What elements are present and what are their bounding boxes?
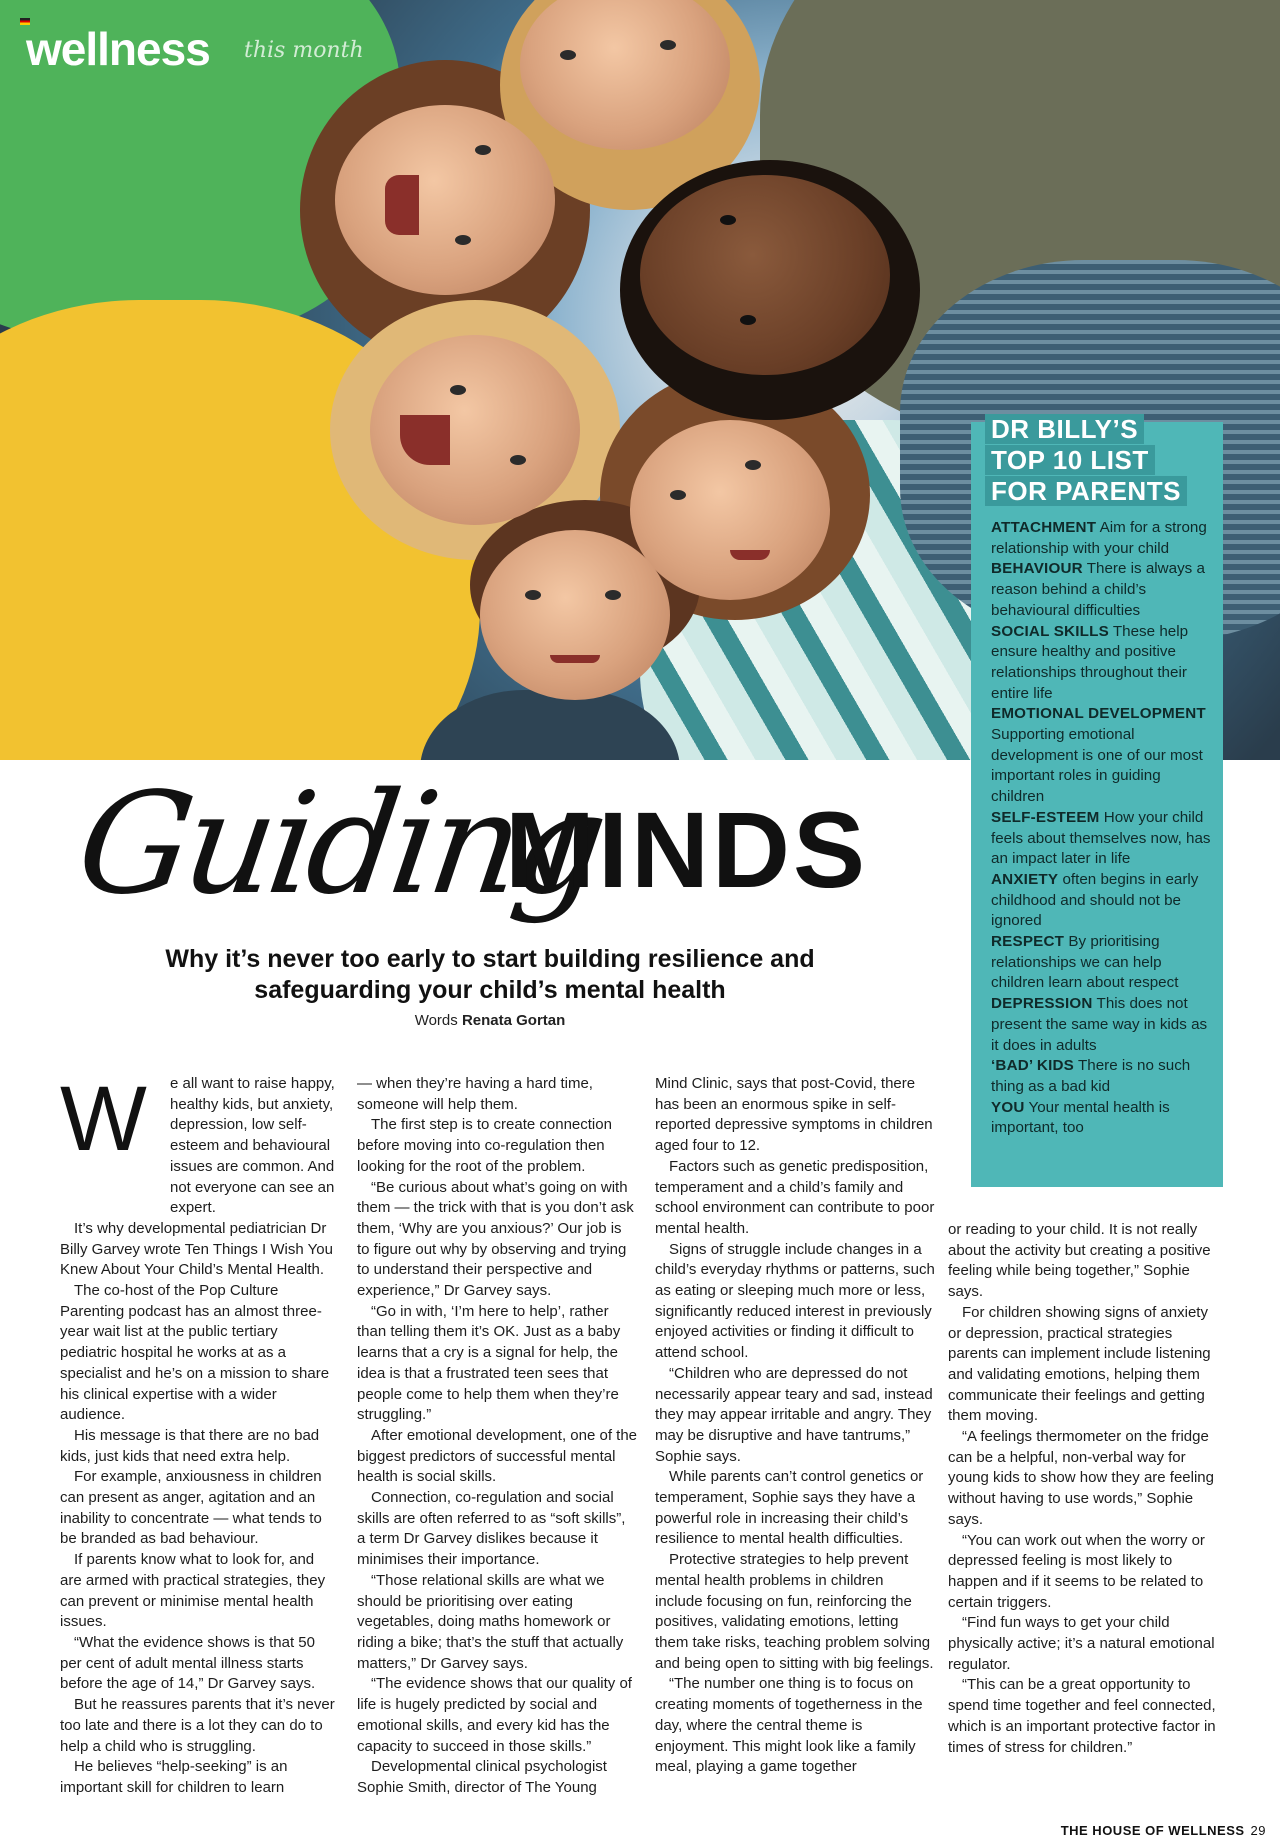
masthead-subtitle: this month [244,38,364,63]
paragraph: “The evidence shows that our quality of life is hugely predicted by social and emotional skills, and every kid has the capacity to succeed in those skills.” [357,1675,632,1755]
tip-text: These help ensure healthy and positive relationships throughout their entire life [991,622,1189,702]
tip-term: YOU [991,1098,1025,1116]
tip-term: RESPECT [991,933,1065,951]
dropcap: W [60,1068,147,1170]
paragraph: Signs of struggle include changes in a child’s everyday rhythms or patterns, such as eating or sleeping much more or less, significantly reduced interest in previously enjoyed activities or finding it difficult to attend school. [655,1240,935,1362]
paragraph: “This can be a great opportunity to spend time together and feel connected, which is an important protective factor in times of stress for children.” [948,1676,1216,1756]
masthead-title: wellness [26,23,210,75]
byline [390,1012,590,1029]
child-face [335,105,555,295]
byline-author: Renata Gortan [461,1012,566,1029]
tip-item [991,704,1213,808]
paragraph: After emotional development, one of the biggest predictors of successful mental health is social skills. [357,1426,638,1486]
tip-item [991,932,1213,994]
paragraph: “Find fun ways to get your child physically active; it’s a natural emotional regulator. [948,1614,1215,1673]
paragraph: His message is that there are no bad kids, just kids that need extra help. [60,1426,320,1465]
headline-script: Guiding [68,763,611,926]
child-face [640,175,890,375]
article-column-1 [60,1068,336,1799]
publication-name: THE HOUSE OF WELLNESS [1060,1823,1245,1838]
paragraph: “Children who are depressed do not necessarily appear teary and sad, instead they may appear irritable and angry. They may be disruptive and have tantrums,” Sophie says. [655,1364,933,1465]
article-column-4 [948,1220,1216,1758]
paragraph: Connection, co-regulation and social skills are often referred to as “soft skills”, a term Dr Garvey dislikes because it minimises their importance. [357,1489,626,1569]
paragraph: He believes “help-seeking” is an important skill for children to learn [60,1758,288,1796]
sidebar-title [985,414,1215,507]
paragraph: “The number one thing is to focus on creating moments of togetherness in the day, where the central theme is enjoyment. This might look like a family meal, playing a game together [655,1675,923,1776]
paragraph: The co-host of the Pop Culture Parenting podcast has an almost three-year wait list at the public tertiary pediatric hospital he works at as a specialist and he’s on a mission to share his clinical expertise with a wider audience. [60,1282,330,1424]
tip-term: SELF-ESTEEM [991,808,1100,826]
paragraph: “You can work out when the worry or depressed feeling is most likely to happen and if it seems to be related to certain triggers. [948,1531,1205,1611]
paragraph: “A feelings thermometer on the fridge can be a helpful, non-verbal way for young kids to show how they are feeling without having to use words,” Sophie says. [948,1428,1214,1528]
tip-text: Supporting emotional development is one of our most important roles in guiding children [991,726,1203,806]
sidebar-title-line: FOR PARENTS [985,476,1187,506]
tip-term: ANXIETY [991,870,1059,888]
article-column-3 [655,1074,935,1778]
tip-item [991,870,1213,932]
paragraph: But he reassures parents that it’s never too late and there is a lot they can do to help a child who is struggling. [60,1696,335,1755]
paragraph: “Be curious about what’s going on with them — the trick with that is you don’t ask them, ‘Why are you anxious?’ Our job is to figure out why by observing and trying to understand their perspective and experience,” Dr Garvey says. [357,1178,634,1300]
paragraph: “Go in with, ‘I’m here to help’, rather than telling them it’s OK. Just as a baby learns that a cry is a signal for help, the idea is that a frustrated teen sees that people come to help them when they’re struggling.” [357,1302,621,1424]
paragraph: It’s why developmental pediatrician Dr Billy Garvey wrote Ten Things I Wish You Knew About Your Child’s Mental Health. [60,1219,333,1279]
tip-term: BEHAVIOUR [991,560,1083,578]
paragraph: “What the evidence shows is that 50 per cent of adult mental illness starts before the age of 14,” Dr Garvey says. [60,1633,316,1693]
paragraph: For children showing signs of anxiety or depression, practical strategies parents can implement include listening and validating emotions, helping them communicate their feelings and getting them moving. [948,1303,1211,1425]
paragraph: Developmental clinical psychologist Sophie Smith, director of The Young [357,1758,607,1796]
tip-item [991,622,1213,705]
child-face [480,530,670,700]
tip-item [991,808,1213,870]
article-column-2 [357,1074,637,1799]
tip-text: How your child feels about themselves now, has an impact later in life [991,808,1211,868]
paragraph: The first step is to create connection before moving into co-regulation then looking for the root of the problem. [357,1116,612,1175]
child-face [370,335,580,525]
tips-list [991,518,1213,1139]
paragraph: e all want to raise happy, healthy kids, but anxiety, depression, low self-esteem and behavioural issues are common. And not everyone can see an expert. [170,1075,335,1217]
paragraph: or reading to your child. It is not really about the activity but creating a positive feeling while being together,” Sophie says. [948,1221,1211,1301]
tip-item [991,1098,1213,1139]
paragraph: While parents can’t control genetics or temperament, Sophie says they have a powerful role in increasing their child’s resilience to mental health difficulties. [655,1468,924,1548]
tip-item [991,559,1213,621]
tip-item [991,994,1213,1056]
tip-text: There is no such thing as a bad kid [991,1057,1191,1095]
paragraph: If parents know what to look for, and are armed with practical strategies, they can prevent or minimise mental health issues. [60,1551,326,1631]
tip-text: Aim for a strong relationship with your child [991,519,1207,557]
tip-term: SOCIAL SKILLS [991,622,1109,640]
sidebar-title-line: DR BILLY’S [985,414,1144,444]
paragraph: Protective strategies to help prevent mental health problems in children include focusing on fun, reinforcing the positives, validating emotions, letting them take risks, teaching problem solving and being open to sitting with big feelings. [655,1551,934,1672]
standfirst: Why it’s never too early to start building resilience and safeguarding your child’s mental health [165,945,815,1004]
child-face [630,420,830,600]
paragraph: Mind Clinic, says that post-Covid, there has been an enormous spike in self-reported depressive symptoms in children aged four to 12. [655,1075,933,1155]
headline-main: MINDS [505,789,868,910]
tip-item [991,518,1213,559]
paragraph: Factors such as genetic predisposition, temperament and a child’s family and school environment can contribute to poor mental health. [655,1157,935,1237]
tip-text: Your mental health is important, too [991,1098,1170,1137]
tip-term: EMOTIONAL DEVELOPMENT [991,705,1206,723]
tip-text: often begins in early childhood and should not be ignored [991,870,1199,930]
tip-text: There is always a reason behind a child’s behavioural difficulties [991,560,1205,619]
sidebar-title-line: TOP 10 LIST [985,445,1155,475]
paragraph: For example, anxiousness in children can present as anger, agitation and an inability to concentrate — what tends to be branded as bad behaviour. [60,1468,322,1548]
tip-term: ATTACHMENT [991,519,1097,536]
tip-term: DEPRESSION [991,995,1093,1013]
byline-prefix: Words [414,1012,458,1029]
page-footer [1061,1823,1266,1838]
tip-text: This does not present the same way in kids as it does in adults [991,995,1208,1054]
tip-text: By prioritising relationships we can help children learn about respect [991,933,1179,992]
tip-term: ‘BAD’ KIDS [991,1057,1075,1075]
page-number: 29 [1250,1823,1266,1838]
tip-item [991,1056,1213,1097]
paragraph: “Those relational skills are what we should be prioritising over eating vegetables, doing maths homework or riding a bike; that’s the stuff that actually matters,” Dr Garvey says. [357,1571,624,1672]
paragraph: — when they’re having a hard time, someone will help them. [357,1075,593,1113]
